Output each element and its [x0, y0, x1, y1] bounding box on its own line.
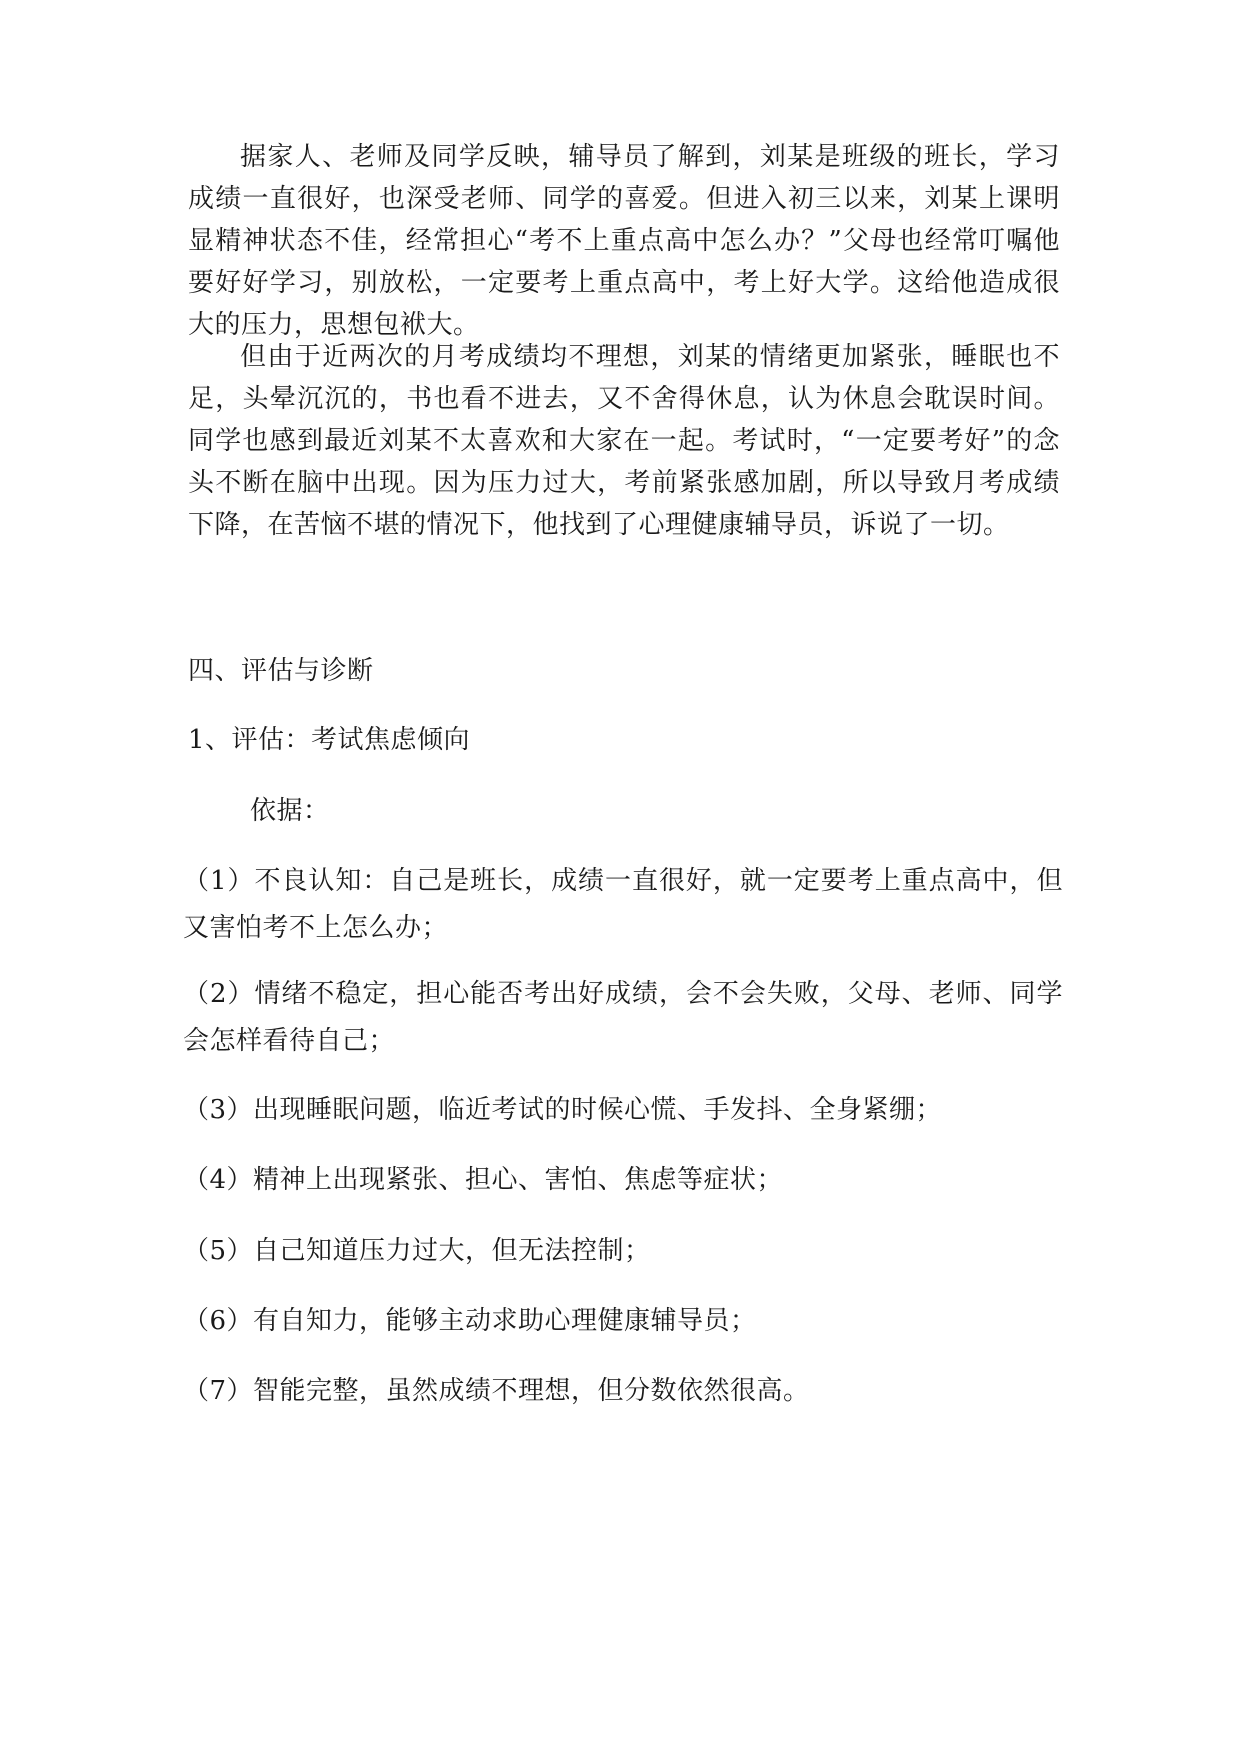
list-item: （1）不良认知：自己是班长，成绩一直很好，就一定要考上重点高中，但又害怕考不上怎么办； — [183, 866, 1063, 943]
case-paragraph-1: 据家人、老师及同学反映，辅导员了解到，刘某是班级的班长，学习成绩一直很好，也深受老师、同学的喜爱。但进入初三以来，刘某上课明显精神状态不佳，经常担心“考不上重点高中怎么办？”父母也经常叮嘱他要好好学习，别放松，一定要考上重点高中，考上好大学。这给他造成很大的压力，思想包袱大。 — [188, 142, 1060, 340]
assessment-line: 1、评估：考试焦虑倾向 — [188, 725, 471, 755]
case-paragraph-2: 但由于近两次的月考成绩均不理想，刘某的情绪更加紧张，睡眠也不足，头晕沉沉的，书也看不进去，又不舍得休息，认为休息会耽误时间。同学也感到最近刘某不太喜欢和大家在一起。考试时，“一定要考好”的念头不断在脑中出现。因为压力过大，考前紧张感加剧，所以导致月考成绩下降，在苦恼不堪的情况下，他找到了心理健康辅导员，诉说了一切。 — [188, 342, 1060, 540]
list-item: （7）智能完整，虽然成绩不理想，但分数依然很高。 — [183, 1376, 810, 1406]
list-item: （4）精神上出现紧张、担心、害怕、焦虑等症状； — [183, 1165, 784, 1195]
list-item: （5）自己知道压力过大，但无法控制； — [183, 1236, 651, 1266]
list-item: （2）情绪不稳定，担心能否考出好成绩，会不会失败，父母、老师、同学会怎样看待自己； — [183, 979, 1063, 1056]
list-item: （6）有自知力，能够主动求助心理健康辅导员； — [183, 1306, 757, 1336]
section-heading: 四、评估与诊断 — [188, 656, 374, 686]
basis-label: 依据： — [250, 796, 330, 826]
list-item: （3）出现睡眠问题，临近考试的时候心慌、手发抖、全身紧绷； — [183, 1095, 943, 1125]
